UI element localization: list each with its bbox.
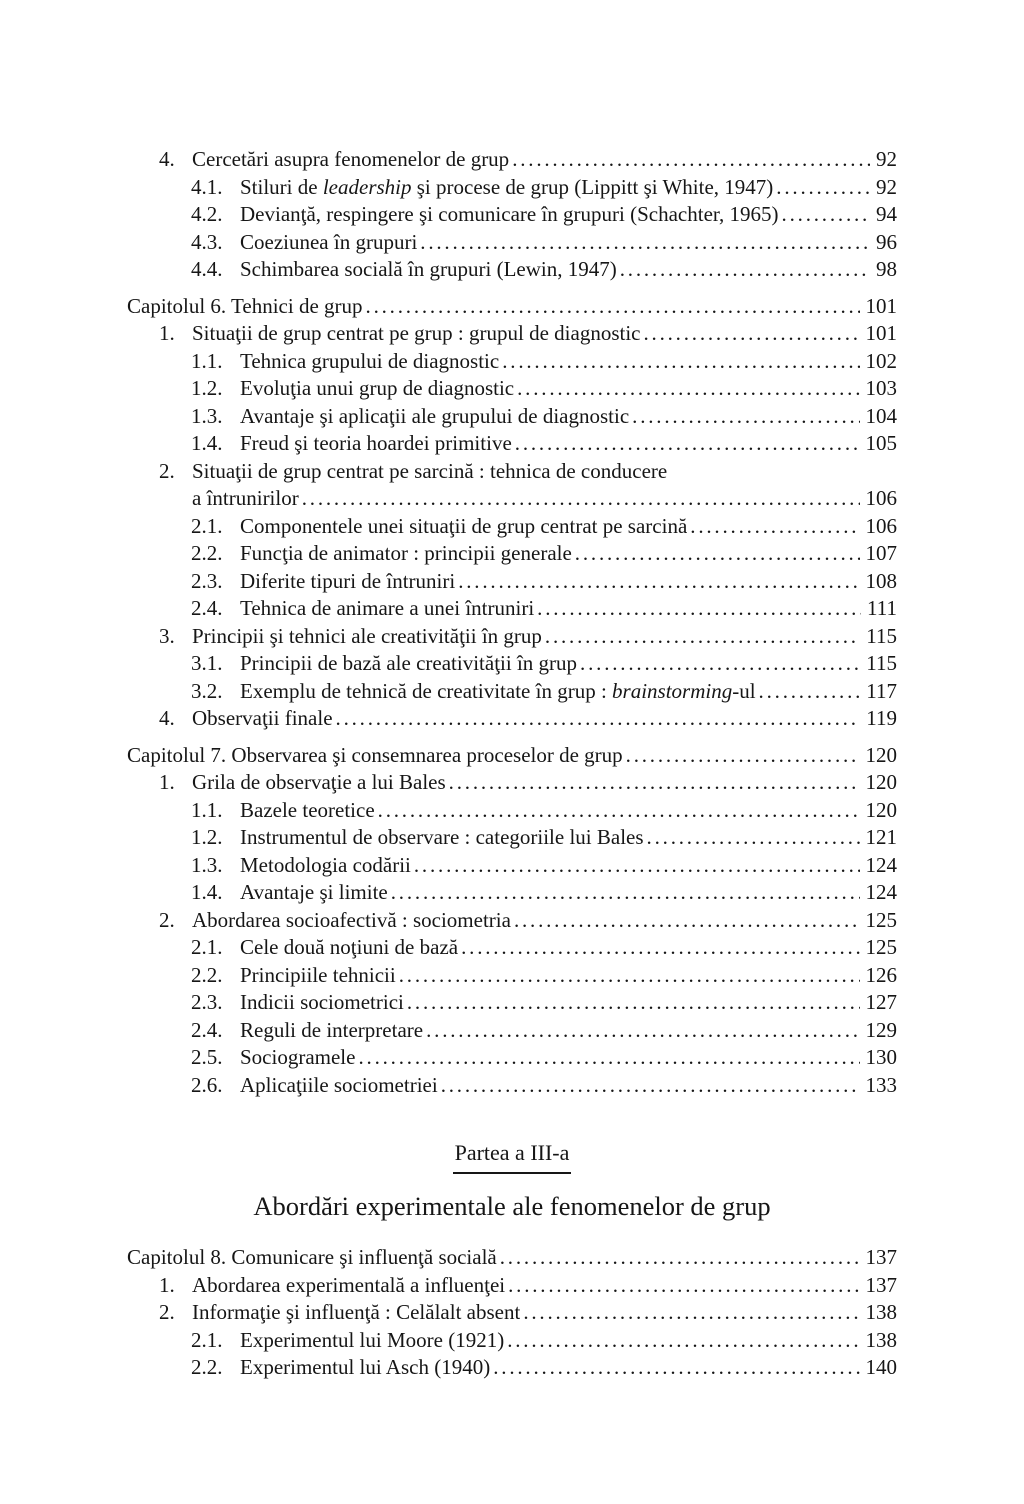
dot-leader <box>575 540 860 568</box>
entry-number: 4.3. <box>191 229 223 254</box>
dot-leader <box>378 797 860 825</box>
dot-leader <box>420 229 870 257</box>
entry-number: 1.4. <box>191 431 223 455</box>
page-number: 111 <box>867 596 897 620</box>
toc-entry <box>127 430 897 458</box>
page-number: 105 <box>865 431 897 455</box>
page-number: 92 <box>876 147 897 171</box>
entry-title: Situaţii de grup centrat pe sarcină : tehnica de conducere <box>192 458 668 483</box>
page-number: 115 <box>866 623 897 648</box>
page-number: 104 <box>865 403 897 428</box>
entry-number: 2. <box>159 1300 175 1324</box>
entry-title: Experimentul lui Asch (1940) <box>240 1355 491 1379</box>
dot-leader <box>647 824 860 852</box>
entry-number: 4.2. <box>191 202 223 226</box>
dot-leader <box>545 623 860 651</box>
page-number: 126 <box>865 962 897 987</box>
dot-leader <box>517 375 859 403</box>
dot-leader <box>507 1327 859 1355</box>
page-number: 94 <box>876 202 897 226</box>
dot-leader <box>458 568 859 596</box>
dot-leader <box>620 256 870 284</box>
toc-entry <box>127 201 897 229</box>
entry-title: Sociogramele <box>240 1045 356 1069</box>
toc-entry-continuation <box>127 485 897 513</box>
toc-chapter-entry <box>127 1244 897 1272</box>
entry-number: 2.5. <box>191 1045 223 1069</box>
dot-leader <box>514 907 860 935</box>
dot-leader <box>508 1272 859 1300</box>
entry-title: Capitolul 7. Observarea şi consemnarea proceselor de grup <box>127 742 623 767</box>
page-number: 120 <box>865 797 897 822</box>
page-number: 98 <box>876 257 897 281</box>
dot-leader <box>407 989 860 1017</box>
entry-title: Stiluri de leadership şi procese de grup (Lippitt şi White, 1947) <box>240 174 774 199</box>
dot-leader <box>632 403 859 431</box>
entry-title: Componentele unei situaţii de grup centrat pe sarcină <box>240 513 688 538</box>
toc-entry <box>127 907 897 935</box>
entry-number: 2.1. <box>191 513 223 538</box>
entry-number: 4. <box>159 147 175 171</box>
entry-title: Capitolul 8. Comunicare şi influenţă socială <box>127 1245 497 1269</box>
toc-entry <box>127 852 897 880</box>
entry-title: Informaţie şi influenţă : Celălalt absent <box>192 1300 521 1324</box>
entry-title: Diferite tipuri de întruniri <box>240 568 456 593</box>
entry-number: 1.1. <box>191 348 223 373</box>
page-number: 101 <box>865 293 897 318</box>
page-number: 120 <box>865 770 897 794</box>
toc-entry <box>127 403 897 431</box>
page-number: 137 <box>865 1272 897 1297</box>
entry-number: 2.4. <box>191 1017 223 1042</box>
page-number: 117 <box>866 678 897 703</box>
entry-title: Capitolul 6. Tehnici de grup <box>127 293 363 318</box>
dot-leader <box>358 1044 859 1072</box>
toc-entry <box>127 540 897 568</box>
toc-entry <box>127 962 897 990</box>
toc-entry <box>127 797 897 825</box>
page-number: 127 <box>865 990 897 1014</box>
page-number: 140 <box>865 1355 897 1379</box>
entry-title: Principii şi tehnici ale creativităţii în grup <box>192 623 542 648</box>
entry-title: Bazele teoretice <box>240 797 375 822</box>
page-number: 133 <box>865 1072 897 1097</box>
entry-title: Instrumentul de observare : categoriile lui Bales <box>240 825 644 849</box>
dot-leader <box>782 201 870 229</box>
page-number: 92 <box>876 174 897 199</box>
page-number: 106 <box>865 513 897 538</box>
page-number: 137 <box>865 1245 897 1269</box>
toc-entry <box>127 568 897 596</box>
entry-number: 1.2. <box>191 825 223 849</box>
toc-entry <box>127 174 897 202</box>
entry-title: Aplicaţiile sociometriei <box>240 1072 438 1097</box>
page-number: 124 <box>865 880 897 904</box>
dot-leader <box>391 879 860 907</box>
page-number: 101 <box>865 321 897 345</box>
entry-number: 1. <box>159 1272 175 1297</box>
entry-title: Cercetări asupra fenomenelor de grup <box>192 147 510 171</box>
dot-leader <box>399 962 860 990</box>
page-number: 138 <box>865 1300 897 1324</box>
toc-entry <box>127 623 897 651</box>
toc-entry <box>127 1017 897 1045</box>
dot-leader <box>523 1299 859 1327</box>
dot-leader <box>537 595 861 623</box>
entry-title: Avantaje şi aplicaţii ale grupului de diagnostic <box>240 403 630 428</box>
page-number: 106 <box>865 486 897 510</box>
toc-entry <box>127 458 897 486</box>
part-title: Partea a III-a <box>453 1141 572 1174</box>
page-number: 130 <box>865 1045 897 1069</box>
entry-title: Reguli de interpretare <box>240 1017 424 1042</box>
entry-title: Abordarea experimentală a influenţei <box>192 1272 506 1297</box>
entry-number: 2.2. <box>191 541 223 565</box>
toc-entry <box>127 879 897 907</box>
entry-title: Avantaje şi limite <box>240 880 388 904</box>
entry-number: 2.1. <box>191 935 223 959</box>
entry-title: Indicii sociometrici <box>240 990 404 1014</box>
dot-leader <box>449 769 860 797</box>
part-heading <box>127 1141 897 1221</box>
toc-entry <box>127 375 897 403</box>
entry-title: Evoluţia unui grup de diagnostic <box>240 376 515 400</box>
page-number: 96 <box>876 229 897 254</box>
entry-number: 2. <box>159 458 175 483</box>
entry-number: 1.3. <box>191 852 223 877</box>
page-number: 125 <box>865 935 897 959</box>
entry-number: 4. <box>159 706 175 730</box>
page-number: 125 <box>865 907 897 932</box>
toc-entry <box>127 678 897 706</box>
toc-entry <box>127 256 897 284</box>
toc-entry <box>127 1272 897 1300</box>
dot-leader <box>776 174 870 202</box>
toc-entry <box>127 650 897 678</box>
entry-number: 1. <box>159 321 175 345</box>
entry-title: Freud şi teoria hoardei primitive <box>240 431 512 455</box>
toc-entry <box>127 1044 897 1072</box>
dot-leader <box>426 1017 859 1045</box>
entry-title: Principii de bază ale creativităţii în grup <box>240 651 578 675</box>
toc-entry <box>127 1327 897 1355</box>
entry-number: 2. <box>159 907 175 932</box>
entry-number: 1. <box>159 770 175 794</box>
toc-entry <box>127 1354 897 1382</box>
entry-number: 2.2. <box>191 962 223 987</box>
dot-leader <box>461 934 859 962</box>
dot-leader <box>759 678 861 706</box>
entry-number: 4.1. <box>191 174 223 199</box>
table-of-contents <box>127 146 897 1382</box>
page-number: 102 <box>865 348 897 373</box>
dot-leader <box>643 320 859 348</box>
entry-number: 3.1. <box>191 651 223 675</box>
entry-title: Grila de observaţie a lui Bales <box>192 770 446 794</box>
entry-title: Devianţă, respingere şi comunicare în grupuri (Schachter, 1965) <box>240 202 779 226</box>
toc-entry <box>127 146 897 174</box>
entry-title: Tehnica grupului de diagnostic <box>240 348 500 373</box>
entry-title: Schimbarea socială în grupuri (Lewin, 1947) <box>240 257 617 281</box>
toc-entry <box>127 1299 897 1327</box>
entry-title-continuation: a întrunirilor <box>192 486 299 510</box>
page-number: 121 <box>865 825 897 849</box>
dot-leader <box>493 1354 859 1382</box>
entry-title: Coeziunea în grupuri <box>240 229 418 254</box>
entry-title: Experimentul lui Moore (1921) <box>240 1327 505 1352</box>
entry-title: Observaţii finale <box>192 706 333 730</box>
entry-number: 2.1. <box>191 1327 223 1352</box>
toc-entry <box>127 320 897 348</box>
toc-entry <box>127 824 897 852</box>
dot-leader <box>302 485 860 513</box>
page-number: 119 <box>866 706 897 730</box>
entry-number: 2.2. <box>191 1355 223 1379</box>
entry-title: Cele două noţiuni de bază <box>240 935 459 959</box>
dot-leader <box>441 1072 860 1100</box>
dot-leader <box>336 705 861 733</box>
entry-number: 1.4. <box>191 880 223 904</box>
dot-leader <box>366 293 860 321</box>
page-number: 124 <box>865 852 897 877</box>
entry-number: 4.4. <box>191 257 223 281</box>
page-number: 115 <box>866 651 897 675</box>
dot-leader <box>500 1244 860 1272</box>
toc-entry <box>127 229 897 257</box>
entry-title: Principiile tehnicii <box>240 962 396 987</box>
entry-number: 2.3. <box>191 990 223 1014</box>
entry-number: 3.2. <box>191 678 223 703</box>
toc-chapter-entry <box>127 742 897 770</box>
entry-number: 3. <box>159 623 175 648</box>
entry-number: 2.4. <box>191 596 223 620</box>
page-number: 120 <box>865 742 897 767</box>
dot-leader <box>626 742 860 770</box>
entry-number: 2.6. <box>191 1072 223 1097</box>
entry-number: 1.1. <box>191 797 223 822</box>
entry-number: 1.2. <box>191 376 223 400</box>
entry-title: Abordarea socioafectivă : sociometria <box>192 907 511 932</box>
dot-leader <box>580 650 860 678</box>
entry-title: Metodologia codării <box>240 852 411 877</box>
entry-title: Situaţii de grup centrat pe grup : grupul de diagnostic <box>192 321 641 345</box>
page-number: 108 <box>865 568 897 593</box>
toc-entry <box>127 348 897 376</box>
toc-entry <box>127 769 897 797</box>
toc-entry <box>127 513 897 541</box>
page-number: 107 <box>865 541 897 565</box>
toc-entry <box>127 989 897 1017</box>
entry-number: 1.3. <box>191 403 223 428</box>
dot-leader <box>502 348 859 376</box>
entry-title: Tehnica de animare a unei întruniri <box>240 596 535 620</box>
toc-entry <box>127 934 897 962</box>
toc-entry <box>127 1072 897 1100</box>
toc-chapter-entry <box>127 293 897 321</box>
toc-entry <box>127 595 897 623</box>
page-number: 138 <box>865 1327 897 1352</box>
toc-entry <box>127 705 897 733</box>
page-number: 129 <box>865 1017 897 1042</box>
dot-leader <box>414 852 860 880</box>
page-number: 103 <box>865 376 897 400</box>
entry-number: 2.3. <box>191 568 223 593</box>
dot-leader <box>690 513 859 541</box>
dot-leader <box>515 430 860 458</box>
dot-leader <box>512 146 870 174</box>
part-subtitle: Abordări experimentale ale fenomenelor de grup <box>253 1191 771 1221</box>
entry-title: Funcţia de animator : principii generale <box>240 541 572 565</box>
entry-title: Exemplu de tehnică de creativitate în grup : brainstorming-ul <box>240 678 756 703</box>
